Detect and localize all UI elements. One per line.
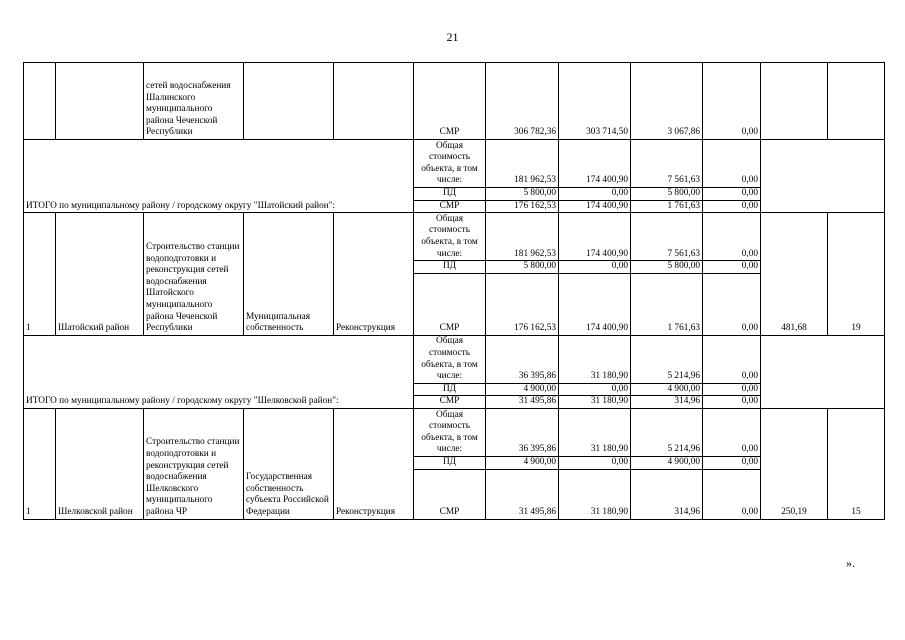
value-cell: 1 761,63 [631, 273, 703, 335]
value-cell: 7 561,63 [631, 213, 703, 261]
value-cell: 0,00 [559, 456, 631, 469]
cost-type-cell: СМР [414, 469, 486, 519]
value-cell: 5 800,00 [486, 188, 559, 201]
value-cell: 0,00 [703, 63, 761, 140]
capacity-cell: 481,68 [761, 213, 828, 336]
ownership-cell [244, 63, 334, 140]
value-cell: 31 495,86 [486, 469, 559, 519]
district-cell: Шатойский район [56, 213, 144, 336]
count-cell: 15 [828, 408, 885, 519]
district-cell [56, 63, 144, 140]
value-cell: 0,00 [703, 213, 761, 261]
cost-type-cell: Общая стоимость объекта, в том числе: [414, 408, 486, 456]
district-cell: Шелковской район [56, 408, 144, 519]
value-cell: 0,00 [559, 261, 631, 274]
value-cell: 1 761,63 [631, 200, 703, 213]
value-cell: 176 162,53 [486, 273, 559, 335]
value-cell: 314,96 [631, 469, 703, 519]
value-cell: 0,00 [703, 396, 761, 409]
object-name-cell: Строительство станции водоподготовки и реконструкция сетей водоснабжения Шатойского муниципального района Чеченской Республики [144, 213, 244, 336]
cost-type-cell: СМР [414, 273, 486, 335]
table-row [24, 63, 885, 140]
page-number: 21 [446, 30, 459, 44]
value-cell: 31 180,90 [559, 335, 631, 383]
value-cell: 5 214,96 [631, 335, 703, 383]
num-cell [24, 63, 56, 140]
value-cell: 0,00 [559, 188, 631, 201]
value-cell: 314,96 [631, 396, 703, 409]
cost-type-cell: Общая стоимость объекта, в том числе: [414, 213, 486, 261]
value-cell: 181 962,53 [486, 140, 559, 188]
count-cell: 19 [828, 213, 885, 336]
count-cell [828, 63, 885, 140]
value-cell: 3 067,86 [631, 63, 703, 140]
object-name-cell: Строительство станции водоподготовки и реконструкция сетей водоснабжения Шелковского муниципального района ЧР [144, 408, 244, 519]
object-name-cell: сетей водоснабжения Шалинского муниципального района Чеченской Республики [144, 63, 244, 140]
value-cell: 5 214,96 [631, 408, 703, 456]
value-cell: 0,00 [703, 408, 761, 456]
value-cell: 5 800,00 [631, 188, 703, 201]
value-cell: 5 800,00 [631, 261, 703, 274]
value-cell: 174 400,90 [559, 273, 631, 335]
value-cell: 36 395,86 [486, 335, 559, 383]
work-type-cell: Реконструкция [334, 213, 414, 336]
value-cell: 36 395,86 [486, 408, 559, 456]
cost-type-cell: Общая стоимость объекта, в том числе: [414, 140, 486, 188]
value-cell: 4 900,00 [486, 383, 559, 396]
total-label: ИТОГО по муниципальному району / городскому округу "Шатойский район": [24, 140, 414, 213]
cost-type-cell: ПД [414, 383, 486, 396]
closing-quote: ». [846, 556, 855, 570]
object-row [24, 213, 885, 261]
total-row [24, 140, 885, 188]
num-cell: 1 [24, 213, 56, 336]
value-cell: 0,00 [559, 383, 631, 396]
value-cell: 0,00 [703, 261, 761, 274]
value-cell: 0,00 [703, 383, 761, 396]
value-cell: 31 180,90 [559, 396, 631, 409]
value-cell: 7 561,63 [631, 140, 703, 188]
total-row [24, 335, 885, 383]
value-cell: 174 400,90 [559, 213, 631, 261]
investment-table [23, 62, 885, 520]
work-type-cell [334, 63, 414, 140]
cost-type-cell: СМР [414, 396, 486, 409]
value-cell: 31 180,90 [559, 408, 631, 456]
cost-type-cell: ПД [414, 188, 486, 201]
cost-type-cell: СМР [414, 63, 486, 140]
cost-type-cell: ПД [414, 261, 486, 274]
value-cell: 0,00 [703, 200, 761, 213]
cost-type-cell: СМР [414, 200, 486, 213]
capacity-cell [761, 63, 828, 140]
num-cell: 1 [24, 408, 56, 519]
empty-cell [761, 140, 885, 213]
value-cell: 303 714,50 [559, 63, 631, 140]
value-cell: 0,00 [703, 273, 761, 335]
value-cell: 174 400,90 [559, 140, 631, 188]
ownership-cell: Муниципальная собственность [244, 213, 334, 336]
value-cell: 31 495,86 [486, 396, 559, 409]
cost-type-cell: Общая стоимость объекта, в том числе: [414, 335, 486, 383]
work-type-cell: Реконструкция [334, 408, 414, 519]
value-cell: 4 900,00 [486, 456, 559, 469]
ownership-cell: Государственная собственность субъекта Российской Федерации [244, 408, 334, 519]
value-cell: 176 162,53 [486, 200, 559, 213]
value-cell: 0,00 [703, 469, 761, 519]
value-cell: 306 782,36 [486, 63, 559, 140]
value-cell: 181 962,53 [486, 213, 559, 261]
value-cell: 0,00 [703, 335, 761, 383]
total-label: ИТОГО по муниципальному району / городскому округу "Шелковской район": [24, 335, 414, 408]
capacity-cell: 250,19 [761, 408, 828, 519]
value-cell: 174 400,90 [559, 200, 631, 213]
value-cell: 5 800,00 [486, 261, 559, 274]
cost-type-cell: ПД [414, 456, 486, 469]
empty-cell [761, 335, 885, 408]
value-cell: 0,00 [703, 188, 761, 201]
value-cell: 0,00 [703, 456, 761, 469]
value-cell: 31 180,90 [559, 469, 631, 519]
object-row [24, 408, 885, 456]
value-cell: 4 900,00 [631, 456, 703, 469]
value-cell: 0,00 [703, 140, 761, 188]
value-cell: 4 900,00 [631, 383, 703, 396]
